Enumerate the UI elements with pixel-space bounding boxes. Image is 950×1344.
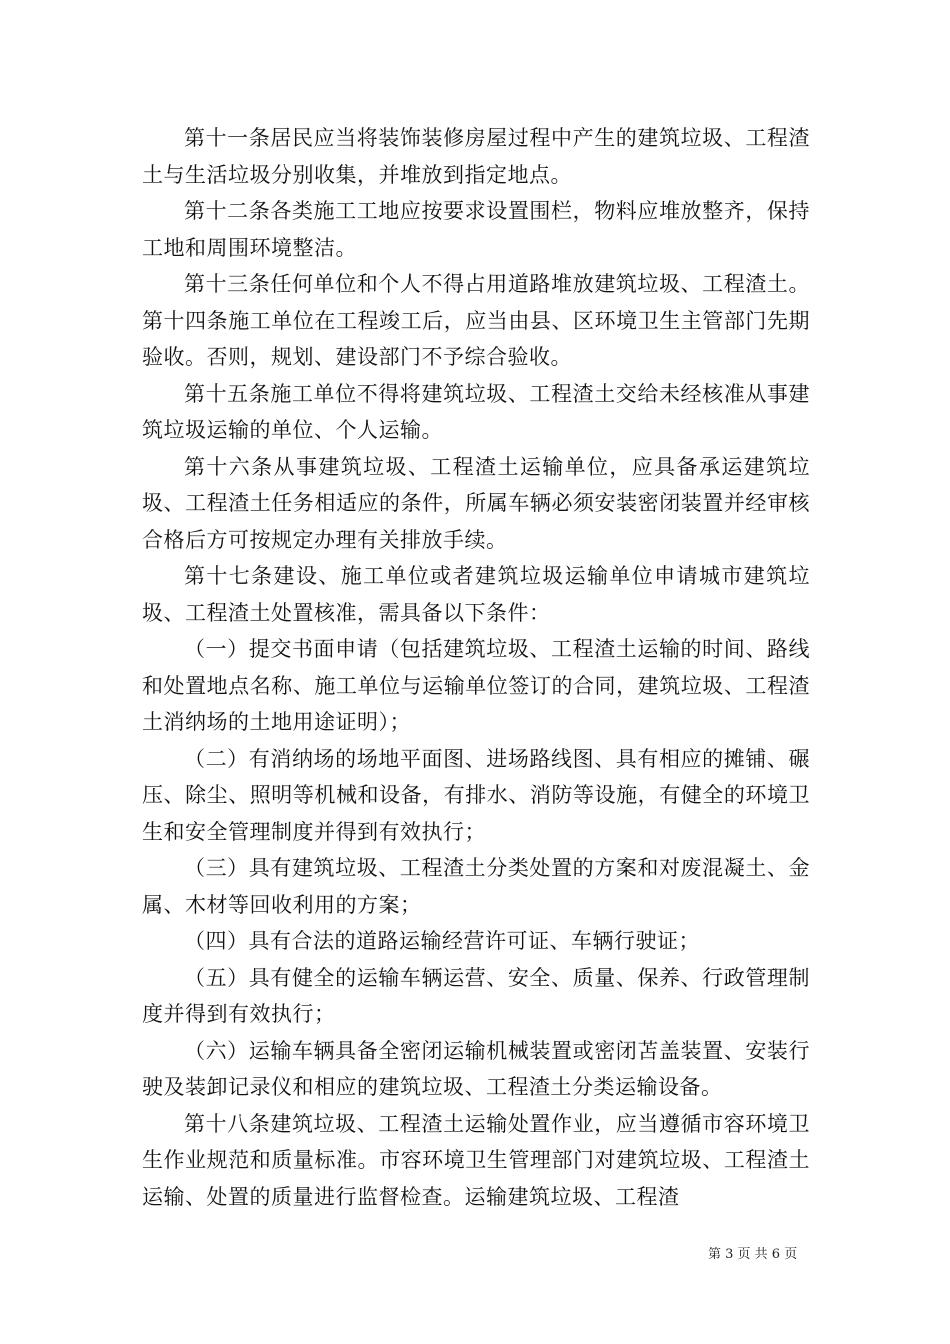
paragraph-condition-6: （六）运输车辆具备全密闭运输机械装置或密闭苫盖装置、安装行驶及装卸记录仪和相应的建筑垃圾、工程渣土分类运输设备。: [142, 1038, 810, 1099]
paragraph-article-17: 第十七条建设、施工单位或者建筑垃圾运输单位申请城市建筑垃圾、工程渣土处置核准，需具备以下条件：: [142, 564, 810, 625]
paragraph-article-15: 第十五条施工单位不得将建筑垃圾、工程渣土交给未经核准从事建筑垃圾运输的单位、个人运输。: [142, 381, 810, 442]
document-body: [142, 120, 810, 1215]
paragraph-condition-3: （三）具有建筑垃圾、工程渣土分类处置的方案和对废混凝土、金属、木材等回收利用的方案；: [142, 856, 810, 917]
paragraph-article-11: 第十一条居民应当将装饰装修房屋过程中产生的建筑垃圾、工程渣土与生活垃圾分别收集，并堆放到指定地点。: [142, 126, 810, 187]
paragraph-article-18: 第十八条建筑垃圾、工程渣土运输处置作业，应当遵循市容环境卫生作业规范和质量标准。市容环境卫生管理部门对建筑垃圾、工程渣土运输、处置的质量进行监督检查。运输建筑垃圾、工程渣: [142, 1111, 810, 1209]
paragraph-condition-1: （一）提交书面申请（包括建筑垃圾、工程渣土运输的时间、路线和处置地点名称、施工单位与运输单位签订的合同，建筑垃圾、工程渣土消纳场的土地用途证明）；: [142, 637, 810, 734]
paragraph-article-13-14: 第十三条任何单位和个人不得占用道路堆放建筑垃圾、工程渣土。第十四条施工单位在工程竣工后，应当由县、区环境卫生主管部门先期验收。否则，规划、建设部门不予综合验收。: [142, 272, 810, 369]
page-number: 第 3 页 共 6 页: [708, 1247, 798, 1262]
paragraph-condition-4: （四）具有合法的道路运输经营许可证、车辆行驶证；: [184, 929, 700, 953]
paragraph-article-12: 第十二条各类施工工地应按要求设置围栏，物料应堆放整齐，保持工地和周围环境整洁。: [142, 199, 810, 260]
paragraph-article-16: 第十六条从事建筑垃圾、工程渣土运输单位，应具备承运建筑垃圾、工程渣土任务相适应的条件，所属车辆必须安装密闭装置并经审核合格后方可按规定办理有关排放手续。: [142, 454, 810, 552]
paragraph-condition-2: （二）有消纳场的场地平面图、进场路线图、具有相应的摊铺、碾压、除尘、照明等机械和设备，有排水、消防等设施，有健全的环境卫生和安全管理制度并得到有效执行；: [142, 746, 810, 844]
paragraph-condition-5: （五）具有健全的运输车辆运营、安全、质量、保养、行政管理制度并得到有效执行；: [142, 965, 810, 1026]
